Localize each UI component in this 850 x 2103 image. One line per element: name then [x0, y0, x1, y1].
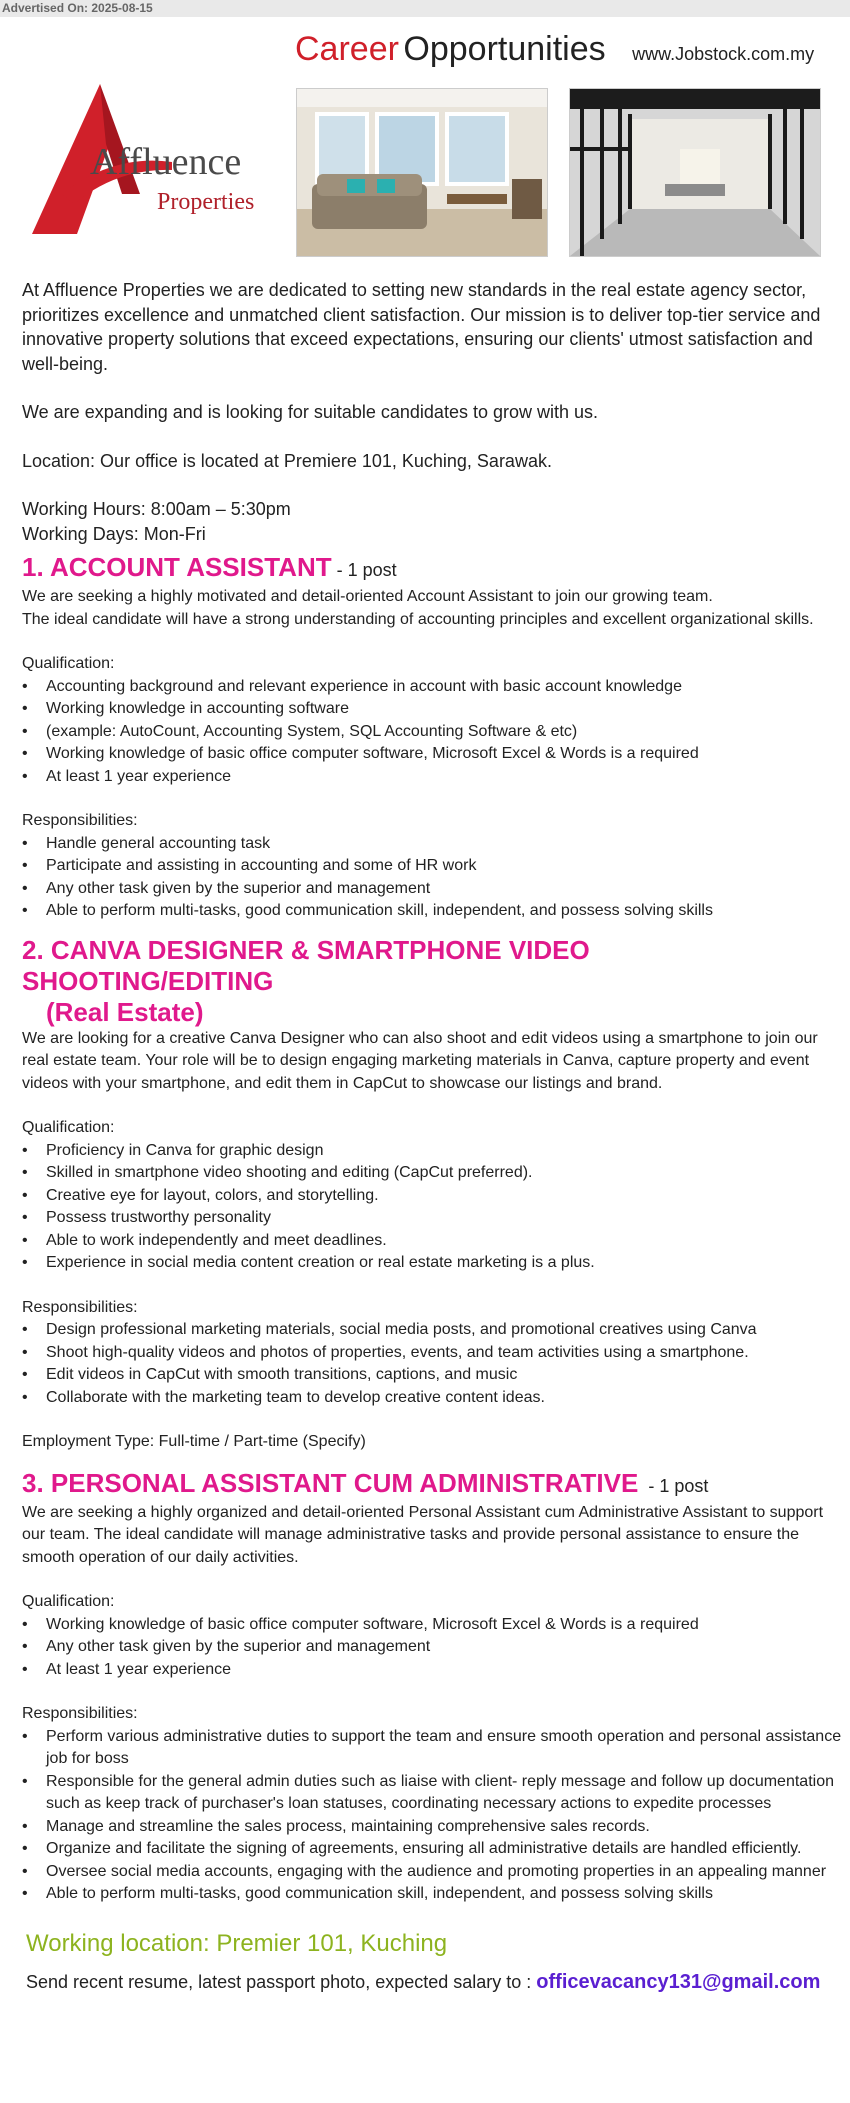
- job-title-canva-designer: [22, 935, 848, 1028]
- job2-title-sub: (Real Estate): [46, 996, 204, 1027]
- office-corridor-photo: [569, 88, 821, 257]
- job-title-personal-assistant: [22, 1468, 848, 1502]
- title-career: Career: [295, 30, 399, 68]
- list-item: • Working knowledge in accounting software: [22, 698, 848, 721]
- living-room-photo: [296, 88, 548, 257]
- list-item: • Accounting background and relevant experience in account with basic account knowledge: [22, 676, 848, 699]
- job2-title: 2. CANVA DESIGNER & SMARTPHONE VIDEO SHOOTING/EDITING: [22, 934, 590, 996]
- header-title: [295, 30, 814, 69]
- affluence-logo: [22, 84, 284, 244]
- list-item: • Edit videos in CapCut with smooth transitions, captions, and music: [22, 1364, 848, 1387]
- list-item: • Oversee social media accounts, engaging with the audience and promoting properties in an appealing manner: [22, 1861, 848, 1884]
- list-item: • (example: AutoCount, Accounting System, SQL Accounting Software & etc): [22, 721, 848, 744]
- job3-title: 3. PERSONAL ASSISTANT CUM ADMINISTRATIVE: [22, 1467, 639, 1498]
- about-paragraph: At Affluence Properties we are dedicated to setting new standards in the real estate agency sector, prioritizes excellence and unmatched client satisfaction. Our mission is to deliver top-tier service and innovative property solutions that exceed expectations, ensuring our clients' utmost satisfaction and well-being.: [22, 280, 821, 374]
- list-item: • Proficiency in Canva for graphic design: [22, 1140, 848, 1163]
- list-item: • Responsible for the general admin duties such as liaise with client- reply message and follow up documentation such as keep track of purchaser's loan statuses, coordinating necessary actions to expedite processes: [22, 1771, 848, 1816]
- list-item: • Perform various administrative duties to support the team and ensure smooth operation and personal assistance job for boss: [22, 1726, 848, 1771]
- site-url: www.Jobstock.com.my: [632, 44, 815, 64]
- title-opportunities: Opportunities: [403, 30, 606, 68]
- list-item: • Experience in social media content creation or real estate marketing is a plus.: [22, 1252, 848, 1275]
- job2-qualification-heading: Qualification:: [22, 1119, 115, 1136]
- list-item: • Able to work independently and meet deadlines.: [22, 1230, 848, 1253]
- job3-responsibility-list: [22, 1726, 848, 1906]
- location-line: Location: Our office is located at Premiere 101, Kuching, Sarawak.: [22, 450, 552, 471]
- job1-qualification-heading: Qualification:: [22, 655, 115, 672]
- apply-text: Send recent resume, latest passport photo, expected salary to :: [26, 1971, 537, 1992]
- job2-responsibilities-heading: Responsibilities:: [22, 1298, 138, 1316]
- list-item: • Design professional marketing materials, social media posts, and promotional creatives using Canva: [22, 1319, 848, 1342]
- apply-instructions: [22, 1968, 848, 1996]
- working-days: Working Days: Mon-Fri: [22, 523, 206, 544]
- expanding-paragraph: We are expanding and is looking for suitable candidates to grow with us.: [22, 402, 599, 422]
- job1-desc-line1: We are seeking a highly motivated and detail-oriented Account Assistant to join our growing team.: [22, 588, 713, 605]
- list-item: • Able to perform multi-tasks, good communication skill, independent, and possess solving skills: [22, 900, 848, 923]
- job3-post-count: - 1 post: [638, 1475, 709, 1496]
- email-link[interactable]: officevacancy131@gmail.com: [536, 1970, 821, 1993]
- job3-desc-line1: We are seeking a highly organized and detail-oriented Personal Assistant cum Administrative Assistant to support our team. The ideal candidate will manage administrative tasks and provide personal assistance to ensure the smooth operation of our daily activities.: [22, 1503, 824, 1566]
- list-item: • At least 1 year experience: [22, 1659, 848, 1682]
- list-item: • Able to perform multi-tasks, good communication skill, independent, and possess solving skills: [22, 1883, 848, 1906]
- list-item: • Any other task given by the superior and management: [22, 878, 848, 901]
- list-item: • Working knowledge of basic office computer software, Microsoft Excel & Words is a required: [22, 1614, 848, 1637]
- job3-responsibilities-heading: Responsibilities:: [22, 1705, 138, 1722]
- job1-description: [22, 586, 848, 631]
- list-item: • Collaborate with the marketing team to develop creative content ideas.: [22, 1387, 848, 1410]
- job-ad-content: [22, 278, 848, 1996]
- job3-qualification-heading: Qualification:: [22, 1593, 115, 1610]
- job1-qualification-list: [22, 676, 848, 789]
- job1-responsibility-list: [22, 833, 848, 923]
- working-location: Working location: Premier 101, Kuching: [26, 1929, 448, 1957]
- job1-post-count: - 1 post: [331, 560, 397, 580]
- list-item: • Possess trustworthy personality: [22, 1207, 848, 1230]
- job1-responsibilities-heading: Responsibilities:: [22, 812, 138, 829]
- list-item: • Handle general accounting task: [22, 833, 848, 856]
- list-item: • Manage and streamline the sales process, maintaining comprehensive sales records.: [22, 1816, 848, 1839]
- job1-title: 1. ACCOUNT ASSISTANT: [22, 552, 332, 582]
- list-item: • Shoot high-quality videos and photos of properties, events, and team activities using a smartphone.: [22, 1342, 848, 1365]
- list-item: • Any other task given by the superior and management: [22, 1636, 848, 1659]
- list-item: • Working knowledge of basic office computer software, Microsoft Excel & Words is a required: [22, 743, 848, 766]
- job3-description: [22, 1502, 848, 1570]
- logo-word-properties: Properties: [157, 189, 255, 215]
- job2-qualification-list: [22, 1140, 848, 1275]
- list-item: • Creative eye for layout, colors, and storytelling.: [22, 1185, 848, 1208]
- job2-employment-type: Employment Type: Full-time / Part-time (Specify): [22, 1433, 366, 1450]
- job2-description: [22, 1028, 848, 1096]
- job3-qualification-list: [22, 1614, 848, 1682]
- job2-responsibility-list: [22, 1319, 848, 1409]
- advertised-on-banner: Advertised On: 2025-08-15: [0, 0, 850, 17]
- list-item: • At least 1 year experience: [22, 766, 848, 789]
- job2-desc-line1: We are looking for a creative Canva Designer who can also shoot and edit videos using a smartphone to join our real estate team. Your role will be to design engaging marketing materials in Canva, capture property and event videos with your smartphone, and edit them in CapCut to showcase our listings and brand.: [22, 1029, 818, 1092]
- list-item: • Participate and assisting in accounting and some of HR work: [22, 855, 848, 878]
- intro-section: [22, 278, 848, 546]
- job-title-account-assistant: [22, 552, 848, 586]
- logo-word-affluence: Affluence: [90, 141, 242, 183]
- list-item: • Skilled in smartphone video shooting and editing (CapCut preferred).: [22, 1162, 848, 1185]
- list-item: • Organize and facilitate the signing of agreements, ensuring all administrative details are handled efficiently.: [22, 1838, 848, 1861]
- job1-desc-line2: The ideal candidate will have a strong understanding of accounting principles and excellent organizational skills.: [22, 610, 814, 628]
- working-hours: Working Hours: 8:00am – 5:30pm: [22, 499, 291, 519]
